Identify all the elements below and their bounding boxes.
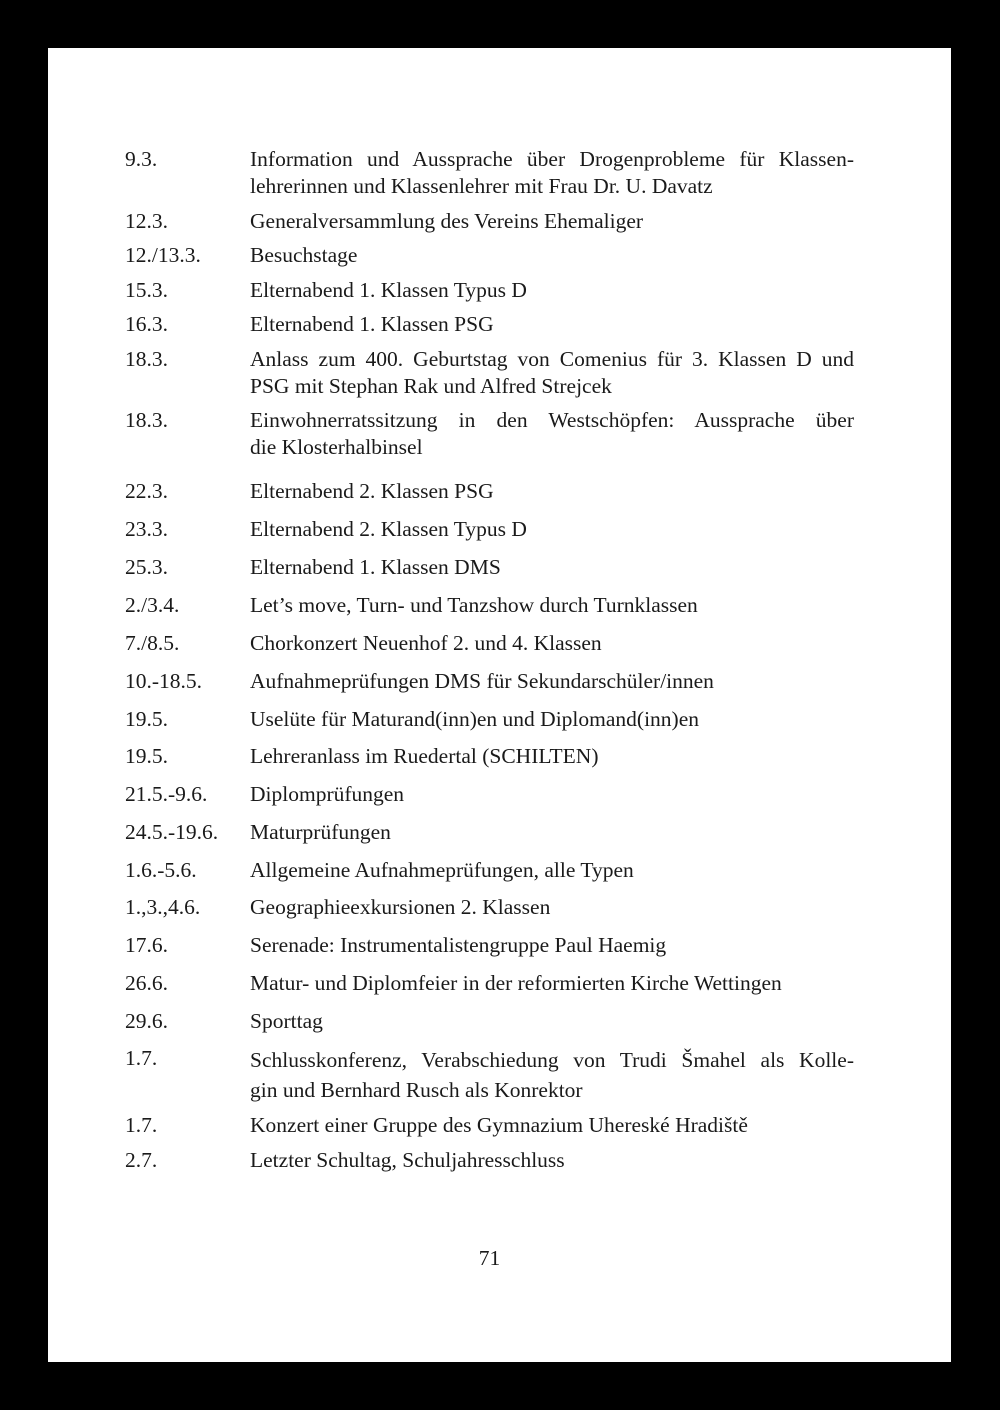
event-description bbox=[250, 554, 854, 581]
event-description bbox=[250, 706, 854, 733]
event-date: 2./3.4. bbox=[125, 593, 180, 617]
event-description bbox=[250, 970, 854, 997]
description-line: Konzert einer Gruppe des Gymnazium Uhereské Hradiště bbox=[250, 1113, 748, 1137]
description-line: Allgemeine Aufnahmeprüfungen, alle Typen bbox=[250, 858, 634, 882]
description-line: Chorkonzert Neuenhof 2. und 4. Klassen bbox=[250, 631, 602, 655]
description-line: Elternabend 1. Klassen DMS bbox=[250, 555, 501, 579]
event-date: 2.7. bbox=[125, 1148, 158, 1172]
description-line: Elternabend 1. Klassen Typus D bbox=[250, 278, 527, 302]
event-description bbox=[250, 1112, 854, 1139]
description-line: Elternabend 1. Klassen PSG bbox=[250, 312, 494, 336]
event-date: 1.7. bbox=[125, 1113, 158, 1137]
event-date: 21.5.-9.6. bbox=[125, 782, 208, 806]
description-line: gin und Bernhard Rusch als Konrektor bbox=[250, 1078, 583, 1102]
page-number: 71 bbox=[478, 1246, 501, 1270]
event-description bbox=[250, 478, 854, 505]
description-line: Uselüte für Maturand(inn)en und Diplomand(inn)en bbox=[250, 707, 699, 731]
event-description bbox=[250, 592, 854, 619]
event-date: 18.3. bbox=[125, 408, 168, 432]
event-date: 9.3. bbox=[125, 147, 158, 171]
event-description bbox=[250, 857, 854, 884]
event-description bbox=[250, 781, 854, 808]
event-description bbox=[250, 743, 854, 770]
event-description bbox=[250, 668, 854, 695]
event-description bbox=[250, 242, 854, 269]
description-line: Generalversammlung des Vereins Ehemaliger bbox=[250, 209, 644, 233]
event-description bbox=[250, 932, 854, 959]
event-description bbox=[250, 1045, 854, 1105]
event-date: 1.6.-5.6. bbox=[125, 858, 197, 882]
event-date: 25.3. bbox=[125, 555, 168, 579]
description-line: Geographieexkursionen 2. Klassen bbox=[250, 895, 551, 919]
event-date: 17.6. bbox=[125, 933, 168, 957]
description-line: Let’s move, Turn- und Tanzshow durch Turnklassen bbox=[250, 593, 698, 617]
event-date: 24.5.-19.6. bbox=[125, 820, 219, 844]
description-line: die Klosterhalbinsel bbox=[250, 435, 423, 459]
description-line: Einwohnerratssitzung in den Westschöpfen: Aussprache über bbox=[250, 408, 854, 432]
description-line: Anlass zum 400. Geburtstag von Comenius für 3. Klassen D und bbox=[250, 347, 854, 371]
event-date: 12.3. bbox=[125, 209, 168, 233]
event-date: 1.7. bbox=[125, 1046, 158, 1070]
event-description bbox=[250, 407, 854, 461]
event-description bbox=[250, 516, 854, 543]
event-description bbox=[250, 1008, 854, 1035]
description-line: Elternabend 2. Klassen PSG bbox=[250, 479, 494, 503]
event-date: 18.3. bbox=[125, 347, 168, 371]
event-date: 16.3. bbox=[125, 312, 168, 336]
event-date: 15.3. bbox=[125, 278, 168, 302]
description-line: Diplomprüfungen bbox=[250, 782, 405, 806]
event-description bbox=[250, 146, 854, 200]
event-date: 29.6. bbox=[125, 1009, 168, 1033]
document-page bbox=[48, 48, 951, 1362]
event-description bbox=[250, 630, 854, 657]
event-description bbox=[250, 277, 854, 304]
event-description bbox=[250, 1147, 854, 1174]
event-description bbox=[250, 819, 854, 846]
description-line: Information und Aussprache über Drogenprobleme für Klassen- bbox=[250, 147, 854, 171]
event-description bbox=[250, 208, 854, 235]
event-date: 22.3. bbox=[125, 479, 168, 503]
event-date: 26.6. bbox=[125, 971, 168, 995]
description-line: Matur- und Diplomfeier in der reformierten Kirche Wettingen bbox=[250, 971, 782, 995]
description-line: lehrerinnen und Klassenlehrer mit Frau Dr. U. Davatz bbox=[250, 174, 713, 198]
description-line: Lehreranlass im Ruedertal (SCHILTEN) bbox=[250, 744, 599, 768]
event-date: 7./8.5. bbox=[125, 631, 180, 655]
event-description bbox=[250, 311, 854, 338]
description-line: Elternabend 2. Klassen Typus D bbox=[250, 517, 527, 541]
description-line: Schlusskonferenz, Verabschiedung von Trudi Šmahel als Kolle- bbox=[250, 1048, 854, 1072]
event-description bbox=[250, 346, 854, 400]
event-date: 10.-18.5. bbox=[125, 669, 203, 693]
event-description bbox=[250, 894, 854, 921]
description-line: Aufnahmeprüfungen DMS für Sekundarschüler/innen bbox=[250, 669, 714, 693]
event-date: 23.3. bbox=[125, 517, 168, 541]
event-date: 12./13.3. bbox=[125, 243, 201, 267]
description-line: Serenade: Instrumentalistengruppe Paul Haemig bbox=[250, 933, 667, 957]
event-date: 19.5. bbox=[125, 744, 168, 768]
description-line: Sporttag bbox=[250, 1009, 323, 1033]
description-line: Besuchstage bbox=[250, 243, 358, 267]
event-date: 19.5. bbox=[125, 707, 168, 731]
event-date: 1.,3.,4.6. bbox=[125, 895, 201, 919]
description-line: Maturprüfungen bbox=[250, 820, 391, 844]
description-line: PSG mit Stephan Rak und Alfred Strejcek bbox=[250, 374, 612, 398]
description-line: Letzter Schultag, Schuljahresschluss bbox=[250, 1148, 565, 1172]
